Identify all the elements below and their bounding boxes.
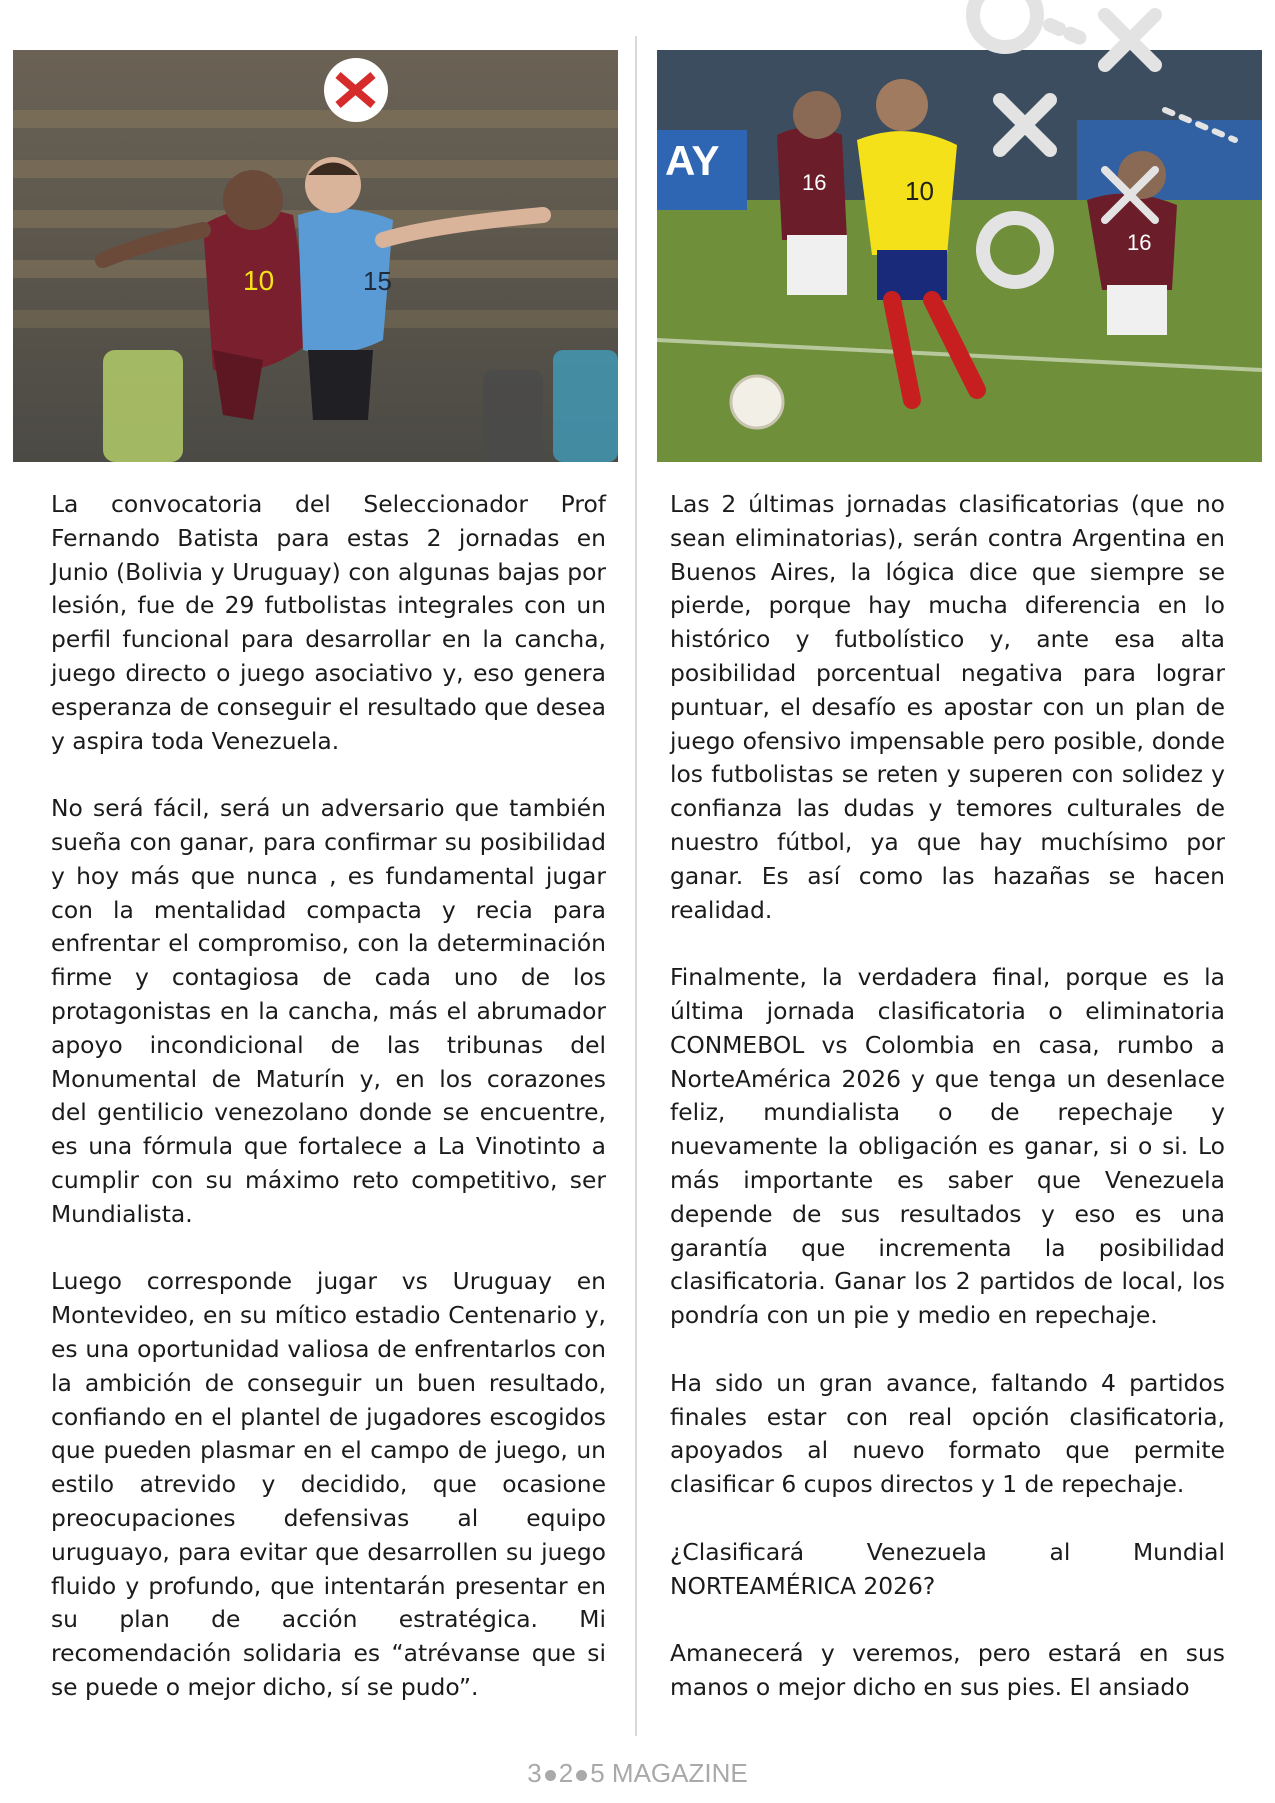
soccer-header-photo-icon — [13, 50, 618, 462]
paragraph: Ha sido un gran avance, faltando 4 partidos finales estar con real opción clasificatoria, apoyados al nuevo formato que permite clasificar 6 cupos directos y 1 de repechaje. — [670, 1368, 1225, 1499]
footer-digit: 5 — [590, 1758, 605, 1788]
paragraph: Amanecerá y veremos, pero estará en sus manos o mejor dicho en sus pies. El ansiado — [670, 1639, 1225, 1701]
photo-colombia-venezuela — [657, 50, 1262, 462]
paragraph: La convocatoria del Seleccionador Prof Fernando Batista para estas 2 jornadas en Junio (Bolivia y Uruguay) con algunas bajas por lesión, fue de 29 futbolistas integrales con un perfil funcional para desarrollar en la cancha, juego directo o juego asociativo y, eso genera esperanza de conseguir el resultado que desea y aspira toda Venezuela. — [51, 490, 606, 755]
svg-text:10: 10 — [243, 265, 275, 296]
paragraph: No será fácil, será un adversario que también sueña con ganar, para confirmar su posibilidad y hoy más que nunca , es fundamental jugar con la mentalidad compacta y recia para enfrentar el compromiso, con la determinación firme y contagiosa de cada uno de los protagonistas en la cancha, más el abrumador apoyo incondicional de las tribunas del Monumental de Maturín y, en los corazones del gentilicio venezolano donde se encuentre, es una fórmula que fortalece a La Vinotinto a cumplir con su máximo reto competitivo, ser Mundialista. — [51, 794, 606, 1228]
paragraph: Luego corresponde jugar vs Uruguay en Montevideo, en su mítico estadio Centenario y, es una oportunidad valiosa de enfrentarlos con la ambición de conseguir un buen resultado, confiando en el plantel de jugadores escogidos que pueden plasmar en el campo de juego, un estilo atrevido y decidido, que ocasione preocupaciones defensivas al equipo uruguayo, para evitar que desarrollen su juego fluido y profundo, que intentarán presentar en su plan de acción estratégica. Mi recomendación solidaria es “atrévanse que si se puede o mejor dicho, sí se pudo”. — [51, 1267, 606, 1701]
footer-digit: 2 — [558, 1758, 574, 1788]
svg-text:16: 16 — [802, 170, 827, 195]
dot-icon — [576, 1770, 587, 1781]
photo-venezuela-uruguay — [13, 50, 618, 462]
svg-text:AY: AY — [665, 137, 720, 184]
paragraph: Finalmente, la verdadera final, porque es la última jornada clasificatoria o eliminatoria CONMEBOL vs Colombia en casa, rumbo a NorteAmérica 2026 y que tenga un desenlace feliz, mundialista o de repechaje y nuevamente la obligación es ganar, si o si. Lo más importante es saber que Venezuela depende de sus resultados y eso es una garantía que incrementa la posibilidad clasificatoria. Ganar los 2 partidos de local, los pondría con un pie y medio en repechaje. — [670, 963, 1225, 1330]
article-column-left — [51, 488, 606, 1705]
dot-icon — [545, 1770, 556, 1781]
svg-text:10: 10 — [905, 176, 934, 206]
paragraph: Las 2 últimas jornadas clasificatorias (que no sean eliminatorias), serán contra Argentina en Buenos Aires, la lógica dice que siempre se pierde, porque hay mucha diferencia en lo histórico y futbolístico y, ante esa alta posibilidad porcentual negativa para lograr puntuar, el desafío es apostar con un plan de juego ofensivo impensable pero posible, donde los futbolistas se reten y superen con solidez y confianza las dudas y temores culturales de nuestro fútbol, ya que hay muchísimo por ganar. Es así como las hazañas se hacen realidad. — [670, 490, 1225, 924]
svg-text:15: 15 — [363, 266, 392, 296]
article-column-right — [670, 488, 1225, 1705]
magazine-footer — [0, 1758, 1275, 1789]
paragraph: ¿Clasificará Venezuela al Mundial NORTEAMÉRICA 2026? — [670, 1537, 1225, 1600]
column-divider — [635, 36, 637, 1736]
svg-text:16: 16 — [1127, 230, 1152, 255]
footer-label: MAGAZINE — [611, 1758, 748, 1788]
footer-digit: 3 — [527, 1758, 542, 1788]
soccer-dribble-photo-icon — [657, 50, 1262, 462]
